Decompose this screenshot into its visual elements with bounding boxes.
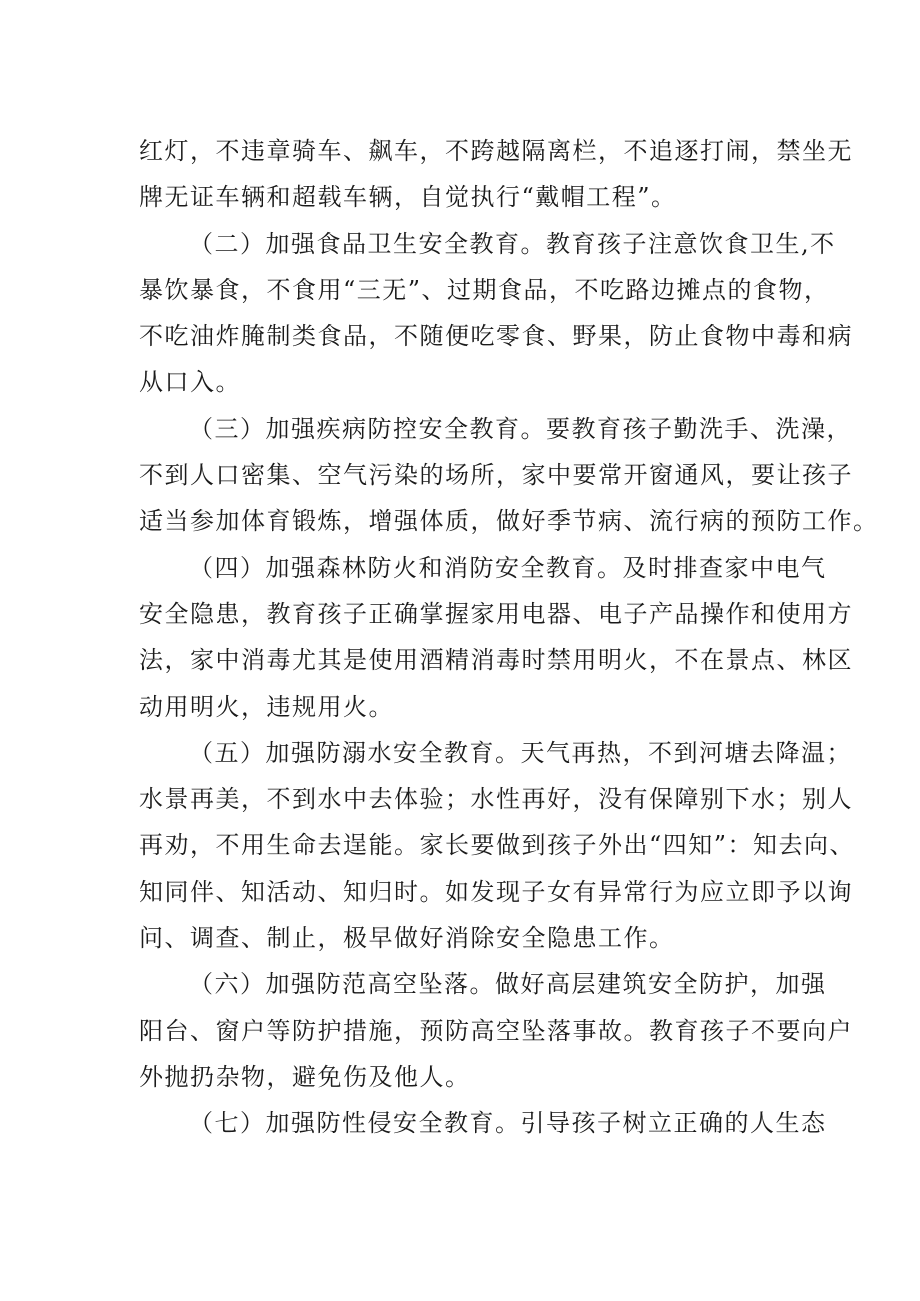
text-line: 水景再美，不到水中去体验；水性再好，没有保障别下水；别人 xyxy=(139,785,853,814)
text-line: 不到人口密集、空气污染的场所，家中要常开窗通风，要让孩子 xyxy=(139,461,853,490)
text-line: （二）加强食品卫生安全教育。教育孩子注意饮食卫生,不 xyxy=(189,229,836,258)
text-line: 从口入。 xyxy=(139,368,241,397)
paragraph-fire-safety xyxy=(139,545,853,730)
text-line: 动用明火，违规用火。 xyxy=(139,692,394,721)
text-line: 红灯，不违章骑车、飙车，不跨越隔离栏，不追逐打闹，禁坐无 xyxy=(139,137,853,165)
paragraph-food-safety xyxy=(139,221,853,406)
paragraph-fall-prevention xyxy=(139,961,853,1100)
text-line: 适当参加体育锻炼，增强体质，做好季节病、流行病的预防工作。 xyxy=(139,507,879,536)
text-line: （五）加强防溺水安全教育。天气再热，不到河塘去降温； xyxy=(189,738,852,767)
text-line: 不吃油炸腌制类食品，不随便吃零食、野果，防止食物中毒和病 xyxy=(139,322,853,351)
text-line: 暴饮暴食，不食用“三无”、过期食品，不吃路边摊点的食物， xyxy=(139,275,830,304)
text-line: 阳台、窗户等防护措施，预防高空坠落事故。教育孩子不要向户 xyxy=(139,1016,853,1045)
text-line: （三）加强疾病防控安全教育。要教育孩子勤洗手、洗澡， xyxy=(189,414,852,443)
text-line: （四）加强森林防火和消防安全教育。及时排查家中电气 xyxy=(189,553,827,582)
text-line: 问、调查、制止，极早做好消除安全隐患工作。 xyxy=(139,924,675,953)
text-line: 外抛扔杂物，避免伤及他人。 xyxy=(139,1062,471,1091)
text-line: 法，家中消毒尤其是使用酒精消毒时禁用明火，不在景点、林区 xyxy=(139,646,853,675)
paragraph-abuse-prevention xyxy=(139,1100,827,1146)
text-line: 安全隐患，教育孩子正确掌握家用电器、电子产品操作和使用方 xyxy=(139,599,853,628)
paragraph-drowning-prevention xyxy=(139,730,856,961)
document-body xyxy=(139,128,879,1147)
text-line: 牌无证车辆和超载车辆，自觉执行“戴帽工程”。 xyxy=(139,183,677,212)
text-line: （六）加强防范高空坠落。做好高层建筑安全防护，加强 xyxy=(189,970,827,999)
paragraph-disease-control xyxy=(139,406,879,545)
paragraph-traffic-continuation xyxy=(139,128,853,221)
text-line: （七）加强防性侵安全教育。引导孩子树立正确的人生态 xyxy=(189,1109,827,1138)
text-line: 再劝，不用生命去逞能。家长要做到孩子外出“四知”：知去向、 xyxy=(139,831,856,860)
text-line: 知同伴、知活动、知归时。如发现子女有异常行为应立即予以询 xyxy=(139,877,853,906)
